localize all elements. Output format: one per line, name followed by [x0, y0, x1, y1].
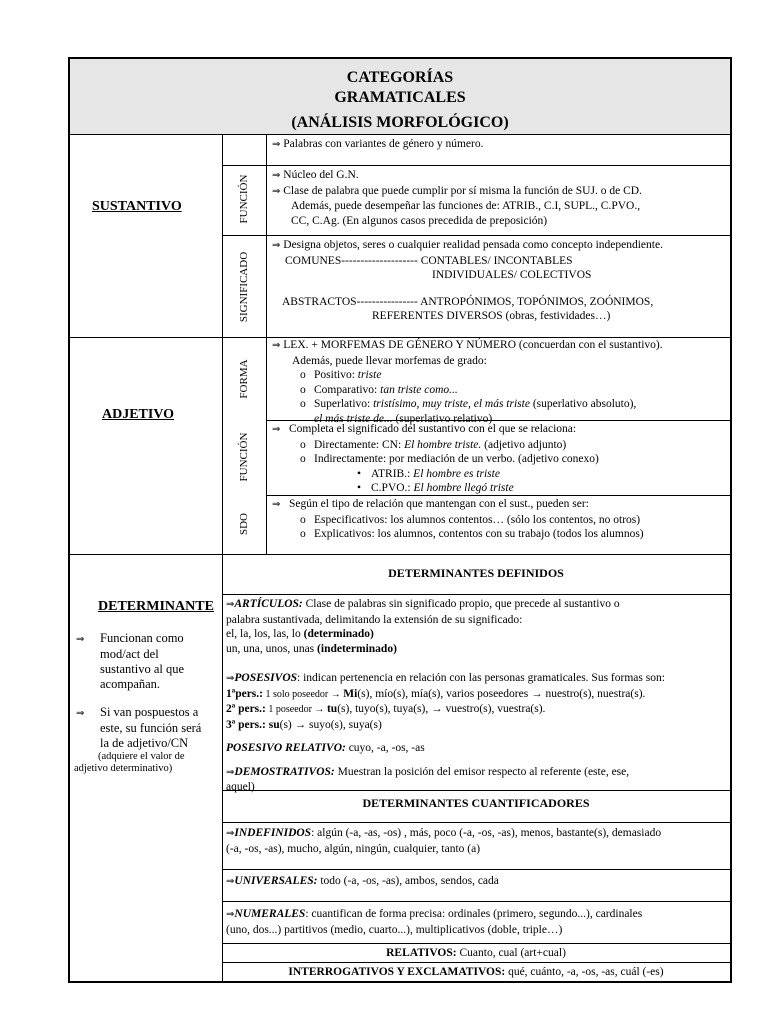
sustantivo-row0: ⇒ Palabras con variantes de género y número. [272, 138, 484, 150]
determinante-label: DETERMINANTE [98, 599, 214, 614]
adjetivo-sdo-label: SDO [238, 513, 250, 536]
adjetivo-funcion-text: ⇒ Completa el significado del sustantivo con el que se relaciona: o Directamente: CN: El hombre triste. (adjetivo adjunto) o Indirectamente: por mediación de un verbo. (adjetivo conexo) • ATRIB.: El hombre es triste • C.PVO.: El hombre llegó triste [272, 423, 599, 494]
adjetivo-forma-label: FORMA [238, 359, 250, 399]
document-page [68, 57, 732, 983]
sustantivo-funcion-label: FUNCIÓN [238, 174, 250, 224]
definidos-header: DETERMINANTES DEFINIDOS [388, 566, 564, 580]
numerales-text: ⇒NUMERALES: cuantifican de forma precisa: ordinales (primero, segundo...), cardinales (uno, dos...) partitivos (medio, cuarto...), multiplicativos (doble, triple…) [226, 908, 643, 936]
adjetivo-funcion-label: FUNCIÓN [238, 432, 250, 482]
adjetivo-sdo-text: ⇒ Según el tipo de relación que mantengan con el sust., pueden ser: o Especificativos: los alumnos contentos… (sólo los contentos, no otros) o Explicativos: los alumnos, contentos con su trabajo (todos los alumnos) [272, 498, 644, 540]
articulos-text: ⇒ARTÍCULOS: Clase de palabras sin significado propio, que precede al sustantivo o palabra sustantivada, delimitando la extensión de su significado: el, la, los, las, lo (determinado) un, una, unos, unas (indeterminado) [226, 598, 620, 655]
indefinidos-text: ⇒INDEFINIDOS: algún (-a, -as, -os) , más, poco (-a, -os, -as), menos, bastante(s), demasiado (-a, -os, -as), mucho, algún, ningún, cualquier, tanto (a) [226, 827, 662, 855]
sustantivo-funcion-text: ⇒ Núcleo del G.N. ⇒ Clase de palabra que puede cumplir por sí misma la función de SUJ. o de CD. Además, puede desempeñar las funciones de: ATRIB., C.I, SUPL., C.PVO., CC, C.Ag. (En algunos casos precedida de preposición) [272, 169, 642, 227]
determinante-note-2: ⇒ Si van pospuestos a este, su función será la de adjetivo/CN [76, 705, 202, 750]
sustantivo-significado-text: ⇒ Designa objetos, seres o cualquier realidad pensada como concepto independiente. COMUNES-------------------- CONTABLES/ INCONTABLES INDIVIDUALES/ COLECTIVOS ABSTRACTOS---------------- ANTROPÓNIMOS, TOPÓNIMOS, ZOÓNIMOS, REFERENTES DIVERSOS (obras, festividades…) [272, 239, 663, 322]
title-line-2: GRAMATICALES [334, 89, 466, 106]
interrogativos-text: INTERROGATIVOS Y EXCLAMATIVOS: qué, cuánto, -a, -os, -as, cuál (-es) [288, 966, 664, 978]
adjetivo-label: ADJETIVO [102, 407, 175, 422]
cuantificadores-header: DETERMINANTES CUANTIFICADORES [362, 796, 590, 810]
sustantivo-significado-label: SIGNIFICADO [238, 251, 250, 323]
determinante-note-3: (adquiere el valor de adjetivo determinativo) [74, 751, 185, 774]
adjetivo-forma-text: ⇒ LEX. + MORFEMAS DE GÉNERO Y NÚMERO (concuerdan con el sustantivo). Además, puede llevar morfemas de grado: o Positivo: triste o Comparativo: tan triste como... o Superlativo: tristísimo, muy triste, el más triste (superlativo absoluto), el más triste de... (superlativo relativo) [272, 339, 663, 425]
sustantivo-label: SUSTANTIVO [92, 199, 182, 214]
document-title [70, 59, 730, 135]
universales-text: ⇒UNIVERSALES: todo (-a, -os, -as), ambos, sendos, cada [226, 875, 499, 887]
title-line-1: CATEGORÍAS [346, 69, 454, 86]
posesivos-text: ⇒POSESIVOS: indican pertenencia en relación con las personas gramaticales. Sus formas son: 1ªpers.: 1 solo poseedor → Mi(s), mío(s), mía(s), varios poseedores → nuestro(s), nuestra(s). 2ª pers.: 1 poseedor → tu(s), tuyo(s), tuya(s), → vuestro(s), vuestra(s). 3ª pers.: su(s) → suyo(s), suya(s) POSESIVO RELATIVO: cuyo, -a, -os, -as ⇒DEMOSTRATIVOS: Muestran la posición del emisor respecto al referente (este, ese, aquel) [226, 672, 665, 793]
title-line-3: (ANÁLISIS MORFOLÓGICO) [291, 114, 509, 131]
determinante-note-1: ⇒ Funcionan como mod/act del sustantivo al que acompañan. [76, 631, 185, 691]
relativos-text: RELATIVOS: Cuanto, cual (art+cual) [386, 947, 566, 959]
